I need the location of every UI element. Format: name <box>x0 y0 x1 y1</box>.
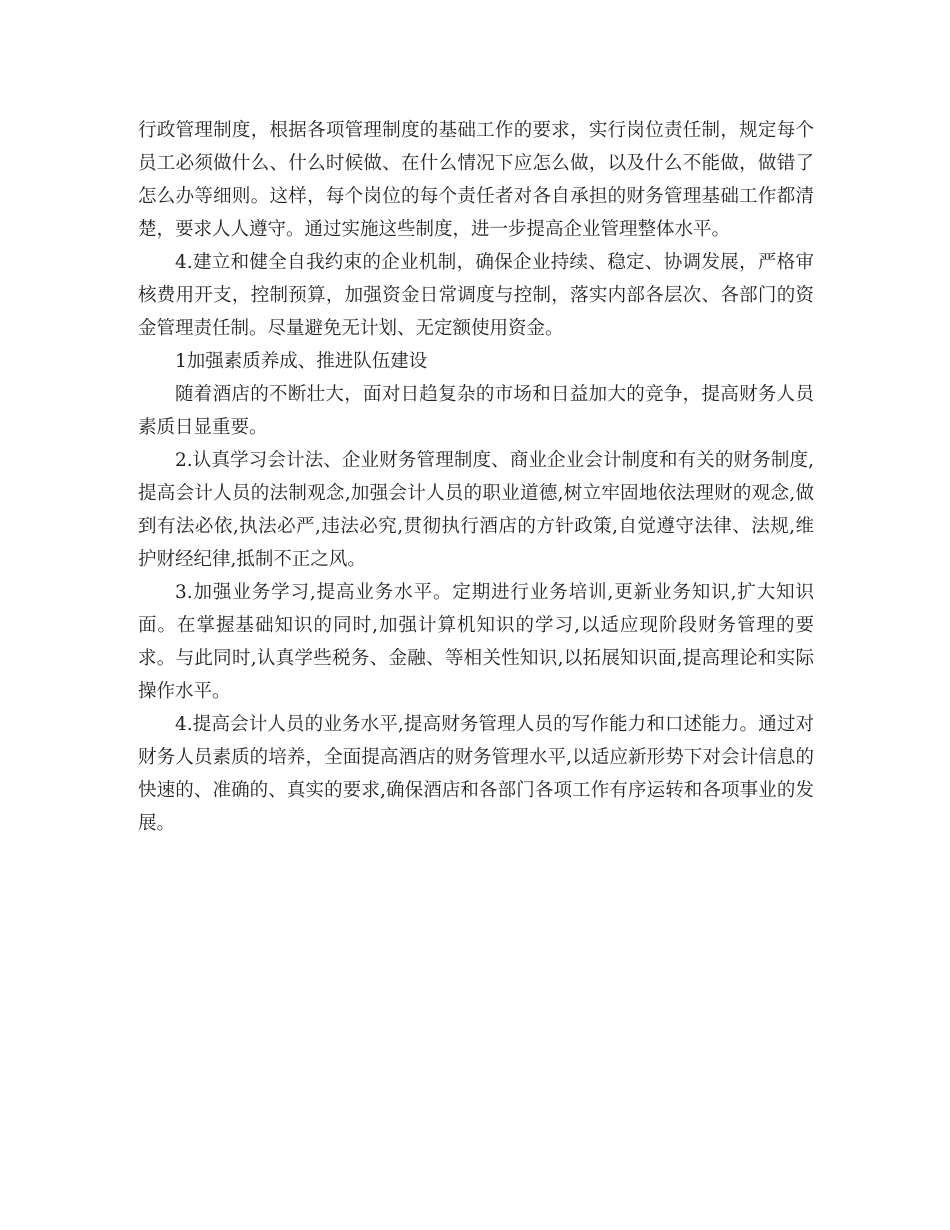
paragraph-study-accounting-law: 2.认真学习会计法、企业财务管理制度、商业企业会计制度和有关的财务制度,提高会计人员的法制观念,加强会计人员的职业道德,树立牢固地依法理财的观念,做到有法必依,执法必严,违法必究,贯彻执行酒店的方针政策,自觉遵守法律、法规,维护财经纪律,抵制不正之风。 <box>138 450 814 570</box>
section-heading-team-building: 1加强素质养成、推进队伍建设 <box>175 351 428 372</box>
paragraph-improve-accounting-level: 4.提高会计人员的业务水平,提高财务管理人员的写作能力和口述能力。通过对财务人员素质的培养，全面提高酒店的财务管理水平,以适应新形势下对会计信息的快速的、准确的、真实的要求,确保酒店和各部门各项工作有序运转和各项事业的发展。 <box>138 714 814 834</box>
paragraph-business-learning: 3.加强业务学习,提高业务水平。定期进行业务培训,更新业务知识,扩大知识面。在掌握基础知识的同时,加强计算机知识的学习,以适应现阶段财务管理的要求。与此同时,认真学些税务、金融、等相关性知识,以拓展知识面,提高理论和实际操作水平。 <box>138 582 814 702</box>
paragraph-management-system: 行政管理制度，根据各项管理制度的基础工作的要求，实行岗位责任制，规定每个员工必须做什么、什么时候做、在什么情况下应怎么做，以及什么不能做，做错了怎么办等细则。这样，每个岗位的每个责任者对各自承担的财务管理基础工作都清楚，要求人人遵守。通过实施这些制度，进一步提高企业管理整体水平。 <box>138 120 814 240</box>
paragraph-self-restraint-mechanism: 4.建立和健全自我约束的企业机制，确保企业持续、稳定、协调发展，严格审核费用开支，控制预算，加强资金日常调度与控制，落实内部各层次、各部门的资金管理责任制。尽量避免无计划、无定额使用资金。 <box>138 252 814 339</box>
document-body <box>138 114 814 840</box>
paragraph-staff-quality: 随着酒店的不断壮大，面对日趋复杂的市场和日益加大的竞争，提高财务人员素质日显重要。 <box>138 384 814 438</box>
